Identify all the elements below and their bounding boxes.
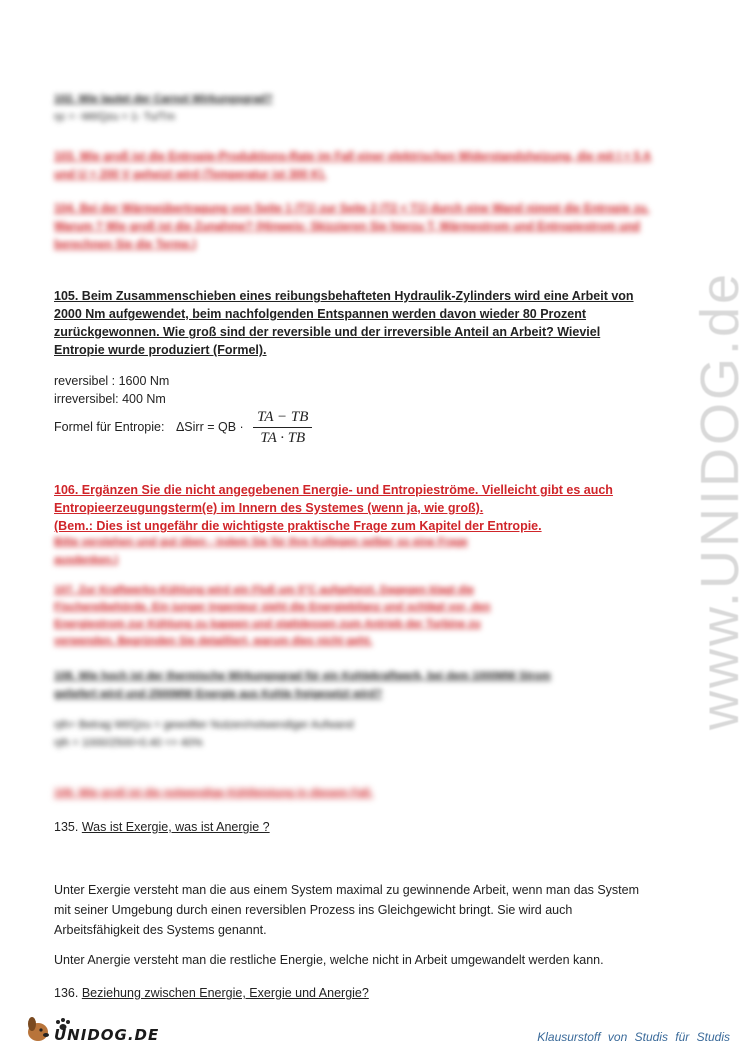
question-102-title: 102. Wie lautet der Carnot Wirkungsgrad? xyxy=(54,93,273,105)
watermark-text: www.UNIDOG.de xyxy=(690,270,750,730)
question-108-answer-line2: ηth = 1000/2500=0.40 => 40% xyxy=(54,737,203,749)
question-135-number: 135. xyxy=(54,820,79,834)
question-106-line1: 106. Ergänzen Sie die nicht angegebenen Energie- und Entropieströme. Vielleicht gibt es auch xyxy=(54,483,613,497)
question-109: 109. Wie groß ist die notwendige Kühlleistung in diesem Fall. xyxy=(54,787,373,799)
question-106-blurred: Bitte verstehen und gut üben - indem Sie für Ihre Kollegen selber so eine Frage ausdenken.) xyxy=(54,536,468,566)
question-102 xyxy=(54,90,654,126)
entropy-formula xyxy=(54,406,654,448)
reversible-value: reversibel : 1600 Nm xyxy=(54,374,170,388)
exergy-definition: Unter Exergie versteht man die aus einem System maximal zu gewinnende Arbeit, wenn man das System mit seiner Umgebung durch einen reversiblen Prozess ins Gleichgewicht bringt. Sie wird auch Arbeitsfähigkeit des Systems genannt. xyxy=(54,883,639,937)
question-136 xyxy=(54,984,654,1002)
question-108: 108. Wie hoch ist der thermische Wirkungsgrad für ein Kohlekraftwerk, bei dem 1000MW Strom geliefert wird und 2500MW Energie aus Kohle freigesetzt wird? xyxy=(54,670,551,700)
formula-numerator: TA − TB xyxy=(253,407,312,428)
logo-text: UNIDOG.DE xyxy=(54,1026,160,1044)
question-106 xyxy=(54,481,654,535)
question-106-line3: (Bem.: Dies ist ungefähr die wichtigste praktische Frage zum Kapitel der Entropie. xyxy=(54,519,542,533)
question-102-formula: ηc = -Wt/Qzu = 1- Tu/Tm xyxy=(54,111,176,123)
question-108-answer xyxy=(54,716,474,752)
question-135-text: Was ist Exergie, was ist Anergie ? xyxy=(81,820,270,834)
question-104: 104. Bei der Wärmeübertragung von Seite 1 (T1) zur Seite 2 (T2 < T1) durch eine Wand nimmt die Entropie zu. Warum ? Wie groß ist die Zunahme? (Hinweis: Skizzieren Sie hierzu T, Wärmestrom und Entropiestrom und berechnen Sie die Terme.) xyxy=(54,203,650,251)
formula-denominator: TA · TB xyxy=(260,430,306,447)
formula-label: Formel für Entropie: xyxy=(54,420,165,434)
unidog-logo xyxy=(24,1012,164,1048)
anergy-definition: Unter Anergie versteht man die restliche Energie, welche nicht in Arbeit umgewandelt werden kann. xyxy=(54,953,604,967)
question-103: 103. Wie groß ist die Entropie-Produktions-Rate im Fall einer elektrischen Widerstandsheizung, die mit I = 5 A und U = 200 V geheizt wird (Temperatur ist 300 K). xyxy=(54,151,652,181)
formula-fraction xyxy=(253,407,312,448)
footer-tagline: Klausurstoff von Studis für Studis xyxy=(537,1030,730,1044)
irreversible-value: irreversibel: 400 Nm xyxy=(54,392,166,406)
question-135 xyxy=(54,818,654,836)
question-136-number: 136. xyxy=(54,986,79,1000)
question-107: 107. Zur Kraftwerks-Kühlung wird ein Fluß um 5°C aufgeheizt. Dagegen klagt die Fischereibehörde. Ein junger Ingenieur sieht die Energiebilanz und schlägt vor, den Energiestrom zur Kühlung zu kappen und stattdessen zum Antrieb der Turbine zu verwenden. Begründen Sie detailliert, warum dies nicht geht. xyxy=(54,584,491,647)
question-108-answer-line1: ηth= Betrag Wt/Qzu = gewollter Nutzen/notwendiger Aufwand xyxy=(54,719,354,731)
question-106-line2: Entropieerzeugungsterm(e) im Innern des Systemes (wenn ja, wie groß). xyxy=(54,501,484,515)
question-136-text: Beziehung zwischen Energie, Exergie und Anergie? xyxy=(81,986,369,1000)
formula-lhs: ΔSirr = QB · xyxy=(175,420,244,434)
question-105-title: 105. Beim Zusammenschieben eines reibungsbehafteten Hydraulik-Zylinders wird eine Arbeit von 2000 Nm aufgewendet, beim nachfolgenden Entspannen werden davon wieder 80 Prozent zurückgewonnen. Wie groß sind der reversible und der irreversible Anteil an Arbeit? Wieviel Entropie wurde produziert (Formel). xyxy=(54,289,634,357)
question-105-answer xyxy=(54,372,654,408)
